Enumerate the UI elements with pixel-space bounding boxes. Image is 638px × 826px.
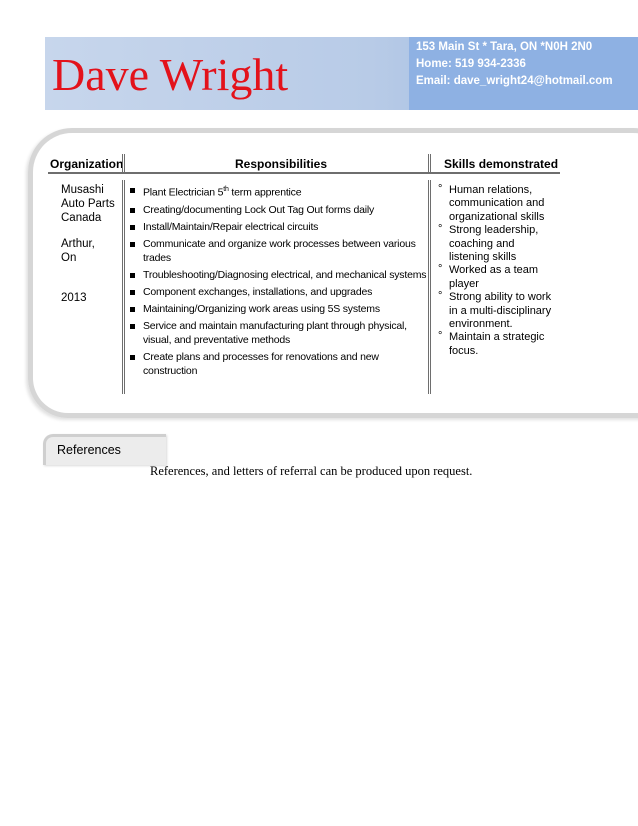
responsibility-item: Plant Electrician 5th term apprentice (130, 183, 428, 200)
responsibility-item: Maintaining/Organizing work areas using 5S systems (130, 302, 428, 316)
candidate-name: Dave Wright (52, 49, 289, 100)
column-divider (122, 180, 125, 394)
contact-email: Email: dave_wright24@hotmail.com (416, 75, 613, 87)
responsibility-item: Communicate and organize work processes between various trades (130, 237, 428, 265)
header-organization: Organization (50, 157, 124, 171)
responsibility-item: Creating/documenting Lock Out Tag Out forms daily (130, 203, 428, 217)
responsibility-item: Create plans and processes for renovations and new construction (130, 350, 428, 378)
org-name-line: Canada (61, 212, 102, 224)
column-divider (122, 154, 125, 174)
responsibility-item: Troubleshooting/Diagnosing electrical, and mechanical systems (130, 268, 428, 282)
org-name-line: Auto Parts (61, 198, 115, 210)
org-year: 2013 (61, 292, 87, 304)
skill-item: ° Maintain a strategic focus. (438, 331, 556, 358)
column-divider (428, 180, 431, 394)
column-divider (428, 154, 431, 174)
references-text: References, and letters of referral can be produced upon request. (150, 464, 473, 478)
responsibility-item: Install/Maintain/Repair electrical circuits (130, 220, 428, 234)
skill-item: ° Strong ability to work in a multi-disciplinary environment. (438, 291, 556, 331)
header-responsibilities: Responsibilities (235, 157, 328, 171)
skill-item: ° Human relations, communication and organizational skills (438, 184, 556, 224)
contact-phone: Home: 519 934-2336 (416, 58, 526, 70)
org-province: On (61, 252, 77, 264)
skills-list (438, 184, 556, 358)
contact-address: 153 Main St * Tara, ON *N0H 2N0 (416, 41, 593, 53)
references-heading: References (57, 443, 121, 457)
skill-item: ° Strong leadership, coaching and listening skills (438, 224, 556, 264)
skill-item: ° Worked as a team player (438, 264, 556, 291)
responsibility-item: Service and maintain manufacturing plant through physical, visual, and preventative methods (130, 319, 428, 347)
org-city: Arthur, (61, 238, 95, 250)
responsibilities-list (130, 183, 428, 381)
responsibility-item: Component exchanges, installations, and upgrades (130, 285, 428, 299)
org-name-line: Musashi (61, 184, 104, 196)
header-skills: Skills demonstrated (444, 157, 559, 171)
